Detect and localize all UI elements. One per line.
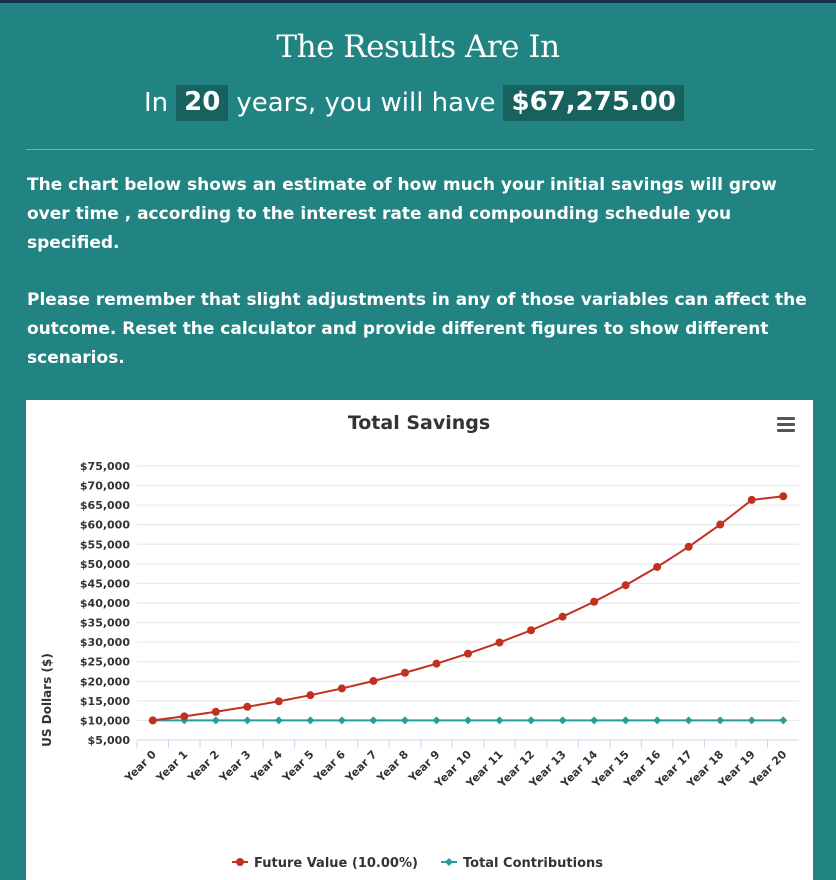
divider bbox=[26, 149, 814, 150]
future-value-point[interactable] bbox=[338, 684, 346, 692]
result-summary bbox=[0, 85, 836, 121]
future-value-point[interactable] bbox=[306, 691, 314, 699]
x-tick-label: Year 3 bbox=[216, 747, 254, 785]
x-tick-label: Year 1 bbox=[153, 747, 191, 785]
legend bbox=[232, 856, 603, 871]
contributions-point[interactable] bbox=[369, 716, 377, 724]
contributions-point[interactable] bbox=[559, 716, 567, 724]
grid-lines bbox=[137, 466, 799, 740]
contributions-point[interactable] bbox=[590, 716, 598, 724]
x-tick-label: Year 5 bbox=[279, 747, 317, 785]
y-tick-label: $55,000 bbox=[79, 538, 130, 552]
legend-label: Future Value (10.00%) bbox=[254, 856, 418, 871]
future-value-point[interactable] bbox=[432, 660, 440, 668]
x-tick-label: Year 17 bbox=[652, 747, 695, 790]
contributions-point[interactable] bbox=[212, 716, 220, 724]
chart-container bbox=[26, 400, 813, 880]
page-title: The Results Are In bbox=[276, 29, 560, 65]
contributions-point[interactable] bbox=[653, 716, 661, 724]
future-value-point[interactable] bbox=[275, 697, 283, 705]
y-tick-label: $60,000 bbox=[79, 518, 130, 532]
contributions-point[interactable] bbox=[622, 716, 630, 724]
future-value-point[interactable] bbox=[149, 716, 157, 724]
x-tick-label: Year 8 bbox=[374, 747, 412, 785]
amount-badge: $67,275.00 bbox=[503, 85, 683, 121]
future-value-point[interactable] bbox=[622, 581, 630, 589]
y-tick-label: $15,000 bbox=[79, 694, 130, 708]
contributions-point[interactable] bbox=[716, 716, 724, 724]
x-tick-label: Year 20 bbox=[747, 747, 790, 790]
x-axis-ticks bbox=[122, 740, 790, 791]
x-tick-label: Year 13 bbox=[526, 747, 569, 790]
contributions-point[interactable] bbox=[685, 716, 693, 724]
y-axis-label: US Dollars ($) bbox=[40, 653, 54, 747]
legend-diamond-marker bbox=[445, 858, 453, 866]
summary-middle: years, you will have bbox=[236, 88, 496, 118]
y-tick-label: $5,000 bbox=[87, 734, 130, 747]
years-badge: 20 bbox=[176, 85, 228, 121]
contributions-point[interactable] bbox=[779, 716, 787, 724]
x-tick-label: Year 18 bbox=[684, 747, 727, 790]
future-value-point[interactable] bbox=[779, 492, 787, 500]
y-tick-label: $50,000 bbox=[79, 557, 130, 571]
contributions-point[interactable] bbox=[432, 716, 440, 724]
future-value-point[interactable] bbox=[212, 708, 220, 716]
future-value-point[interactable] bbox=[369, 677, 377, 685]
x-tick-label: Year 7 bbox=[342, 747, 380, 785]
y-tick-label: $45,000 bbox=[79, 577, 130, 591]
summary-prefix: In bbox=[144, 88, 169, 118]
x-tick-label: Year 2 bbox=[185, 747, 222, 785]
x-tick-label: Year 6 bbox=[311, 747, 349, 785]
future-value-point[interactable] bbox=[243, 703, 251, 711]
reminder-paragraph: Please remember that slight adjustments in any of those variables can affect the outcome. Reset the calculator and provide different figures to show different scenarios. bbox=[27, 290, 807, 368]
contributions-point[interactable] bbox=[464, 716, 472, 724]
legend-item-future-value[interactable] bbox=[232, 856, 418, 871]
x-tick-label: Year 12 bbox=[495, 747, 538, 790]
future-value-point[interactable] bbox=[180, 712, 188, 720]
chart-title: Total Savings bbox=[347, 412, 491, 434]
x-tick-label: Year 16 bbox=[621, 747, 664, 790]
x-tick-label: Year 14 bbox=[558, 747, 601, 790]
future-value-point[interactable] bbox=[716, 521, 724, 529]
y-tick-label: $30,000 bbox=[79, 636, 130, 650]
contributions-point[interactable] bbox=[401, 716, 409, 724]
future-value-point[interactable] bbox=[653, 563, 661, 571]
legend-label: Total Contributions bbox=[463, 856, 604, 871]
y-axis-ticks bbox=[80, 460, 130, 747]
contributions-point[interactable] bbox=[496, 716, 504, 724]
series-layer bbox=[149, 492, 787, 724]
future-value-line bbox=[153, 496, 783, 720]
contributions-point[interactable] bbox=[275, 716, 283, 724]
y-tick-label: $65,000 bbox=[79, 499, 130, 513]
x-tick-label: Year 9 bbox=[406, 747, 443, 785]
x-tick-label: Year 15 bbox=[589, 747, 632, 790]
y-tick-label: $10,000 bbox=[79, 714, 130, 728]
y-tick-label: $25,000 bbox=[79, 655, 130, 669]
future-value-point[interactable] bbox=[464, 650, 472, 658]
savings-chart bbox=[26, 400, 813, 880]
y-tick-label: $35,000 bbox=[79, 616, 130, 630]
legend-item-total-contributions[interactable] bbox=[441, 856, 603, 871]
future-value-point[interactable] bbox=[748, 496, 756, 504]
x-tick-label: Year 19 bbox=[715, 747, 758, 790]
explanation-paragraph: The chart below shows an estimate of how much your initial savings will grow over time , according to the interest rate and compounding schedule you specified. bbox=[27, 175, 777, 253]
future-value-point[interactable] bbox=[590, 598, 598, 606]
future-value-point[interactable] bbox=[401, 669, 409, 677]
x-tick-label: Year 4 bbox=[248, 747, 285, 785]
x-tick-label: Year 11 bbox=[463, 747, 506, 790]
contributions-point[interactable] bbox=[306, 716, 314, 724]
contributions-point[interactable] bbox=[748, 716, 756, 724]
future-value-point[interactable] bbox=[685, 543, 693, 551]
y-tick-label: $75,000 bbox=[79, 460, 130, 473]
legend-circle-marker bbox=[236, 858, 244, 866]
y-tick-label: $70,000 bbox=[79, 479, 130, 493]
future-value-point[interactable] bbox=[527, 626, 535, 634]
future-value-point[interactable] bbox=[496, 639, 504, 647]
y-tick-label: $20,000 bbox=[79, 675, 130, 689]
future-value-point[interactable] bbox=[559, 613, 567, 621]
x-tick-label: Year 0 bbox=[122, 747, 159, 785]
hamburger-menu-icon[interactable] bbox=[777, 417, 795, 433]
contributions-point[interactable] bbox=[338, 716, 346, 724]
contributions-point[interactable] bbox=[527, 716, 535, 724]
x-tick-label: Year 10 bbox=[432, 747, 475, 790]
y-tick-label: $40,000 bbox=[79, 597, 130, 610]
contributions-point[interactable] bbox=[243, 716, 251, 724]
